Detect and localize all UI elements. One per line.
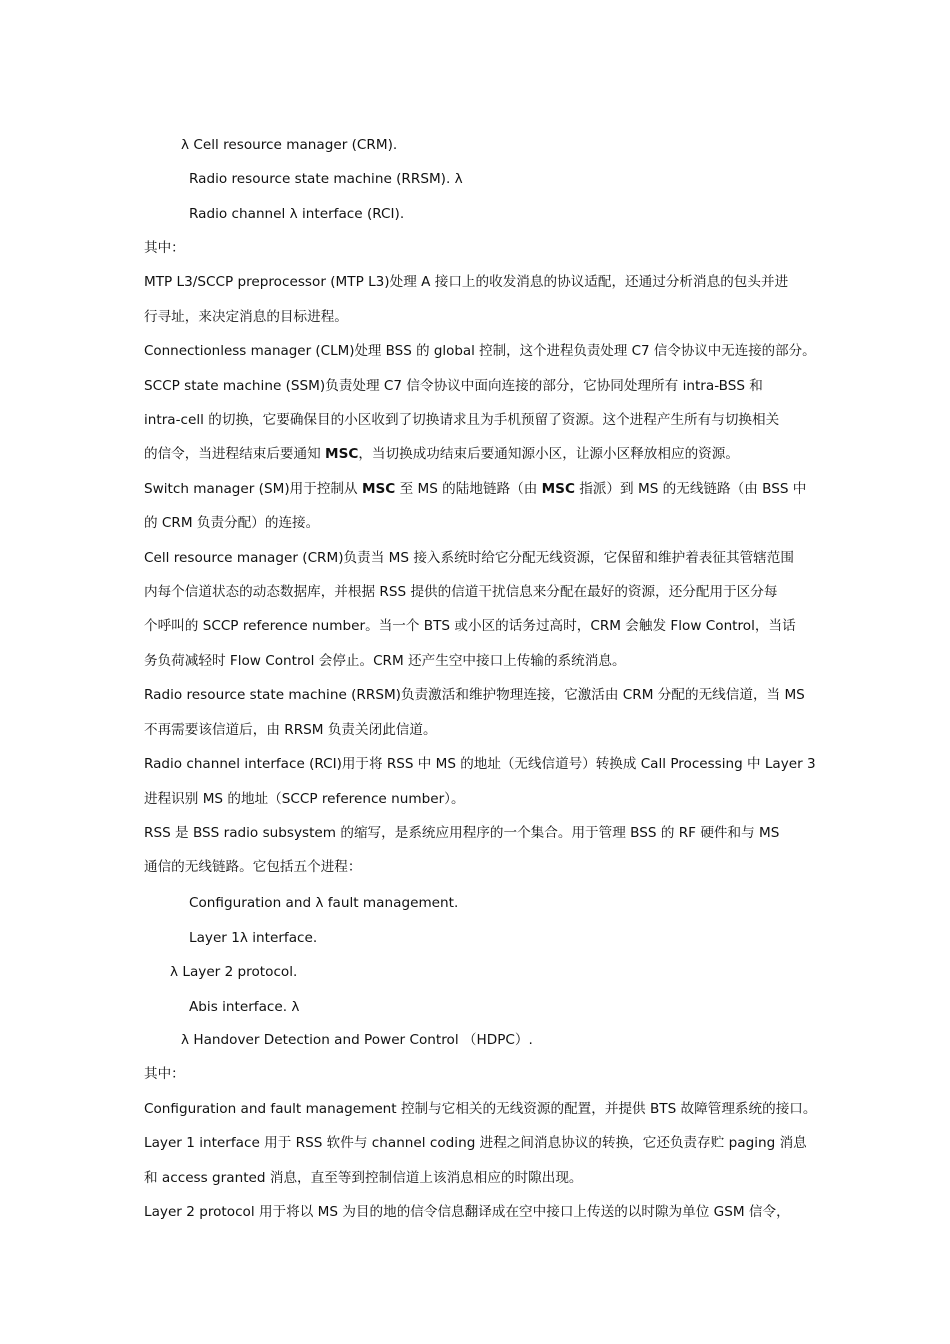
bullet-crm: λ Cell resource manager (CRM). — [181, 137, 398, 153]
paragraph-line: 和 access granted 消息，直至等到控制信道上该消息相应的时隙出现。 — [144, 1170, 583, 1186]
paragraph-line: Connectionless manager (CLM)处理 BSS 的 global 控制，这个进程负责处理 C7 信令协议中无连接的部分。 — [144, 343, 816, 359]
paragraph-line: 的 CRM 负责分配）的连接。 — [144, 515, 320, 531]
paragraph-line: 的信令，当进程结束后要通知 MSC，当切换成功结束后要通知源小区，让源小区释放相应的资源。 — [144, 446, 739, 462]
section-label: 其中： — [144, 1066, 185, 1082]
paragraph-line: 务负荷减轻时 Flow Control 会停止。CRM 还产生空中接口上传输的系统消息。 — [144, 653, 626, 669]
paragraph-line: Layer 1 interface 用于 RSS 软件与 channel coding 进程之间消息协议的转换，它还负责存贮 paging 消息 — [144, 1135, 807, 1151]
paragraph-line: Radio resource state machine (RRSM)负责激活和维护物理连接，它激活由 CRM 分配的无线信道，当 MS — [144, 687, 805, 703]
paragraph-line: 行寻址，来决定消息的目标进程。 — [144, 309, 348, 325]
paragraph-line: Configuration and fault management 控制与它相关的无线资源的配置，并提供 BTS 故障管理系统的接口。 — [144, 1101, 816, 1117]
paragraph-line: 个呼叫的 SCCP reference number。当一个 BTS 或小区的话务过高时，CRM 会触发 Flow Control，当话 — [144, 618, 796, 634]
paragraph-line: 不再需要该信道后，由 RRSM 负责关闭此信道。 — [144, 722, 437, 738]
paragraph-line: Switch manager (SM)用于控制从 MSC 至 MS 的陆地链路（由 MSC 指派）到 MS 的无线链路（由 BSS 中 — [144, 481, 807, 497]
paragraph-line: intra-cell 的切换，它要确保目的小区收到了切换请求且为手机预留了资源。这个进程产生所有与切换相关 — [144, 412, 780, 428]
section-label: 其中： — [144, 240, 185, 256]
paragraph-line: SCCP state machine (SSM)负责处理 C7 信令协议中面向连接的部分，它协同处理所有 intra-BSS 和 — [144, 378, 763, 394]
bullet-layer2: λ Layer 2 protocol. — [170, 964, 298, 980]
bullet-abis: Abis interface. λ — [189, 999, 300, 1015]
bullet-layer1: Layer 1λ interface. — [189, 930, 318, 946]
paragraph-line: MTP L3/SCCP preprocessor (MTP L3)处理 A 接口上的收发消息的协议适配，还通过分析消息的包头并进 — [144, 274, 789, 290]
paragraph-line: 进程识别 MS 的地址（SCCP reference number）。 — [144, 791, 465, 807]
paragraph-line: 内每个信道状态的动态数据库，并根据 RSS 提供的信道干扰信息来分配在最好的资源，还分配用于区分每 — [144, 584, 778, 600]
paragraph-line: 通信的无线链路。它包括五个进程： — [144, 859, 362, 875]
paragraph-line: Cell resource manager (CRM)负责当 MS 接入系统时给它分配无线资源，它保留和维护着表征其管辖范围 — [144, 550, 794, 566]
bullet-rrsm: Radio resource state machine (RRSM). λ — [189, 171, 463, 187]
bullet-config-fault: Configuration and λ fault management. — [189, 895, 459, 911]
bullet-hdpc: λ Handover Detection and Power Control （HDPC）. — [181, 1032, 533, 1048]
bullet-rci: Radio channel λ interface (RCI). — [189, 206, 405, 222]
paragraph-line: Layer 2 protocol 用于将以 MS 为目的地的信令信息翻译成在空中接口上传送的以时隙为单位 GSM 信令， — [144, 1204, 790, 1220]
paragraph-line: Radio channel interface (RCI)用于将 RSS 中 MS 的地址（无线信道号）转换成 Call Processing 中 Layer 3 — [144, 756, 816, 772]
paragraph-line: RSS 是 BSS radio subsystem 的缩写，是系统应用程序的一个集合。用于管理 BSS 的 RF 硬件和与 MS — [144, 825, 780, 841]
